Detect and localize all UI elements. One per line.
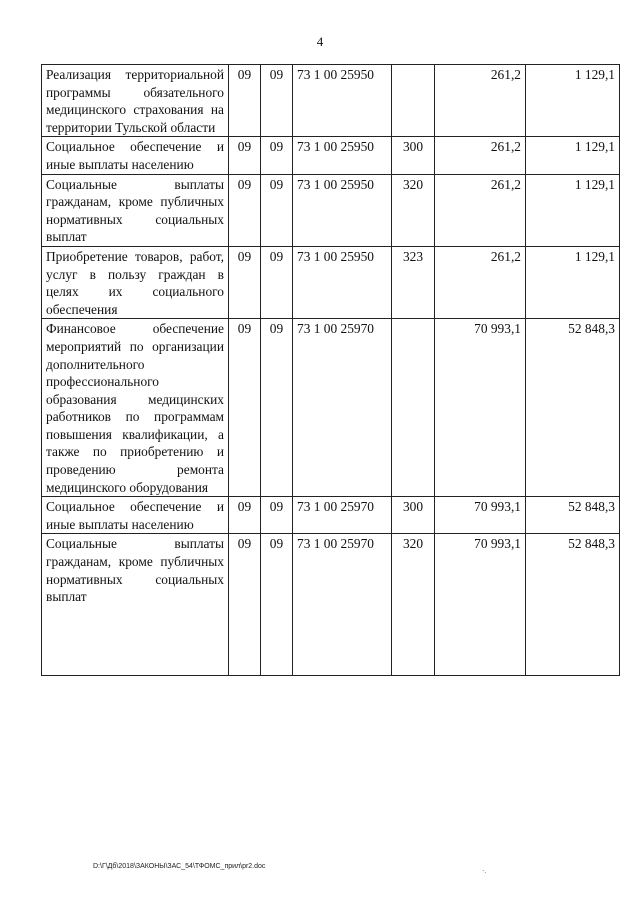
table-row <box>42 65 620 137</box>
row-name: Социальные выплаты гражданам, кроме публичных нормативных социальных выплат <box>42 174 229 246</box>
row-section-code: 09 <box>229 137 261 174</box>
row-name: Финансовое обеспечение мероприятий по организации дополнительного профессионального образования медицинских работников по программам повышения квалификации, а также по приобретению и проведению ремонта медицинского оборудования <box>42 319 229 497</box>
row-section-code: 09 <box>229 497 261 534</box>
row-expense-type: 320 <box>392 534 435 676</box>
row-expense-type <box>392 319 435 497</box>
table-row <box>42 137 620 174</box>
footer-mark: ·. <box>482 867 487 875</box>
row-amount-1: 261,2 <box>435 246 526 318</box>
table-row <box>42 174 620 246</box>
row-amount-2: 52 848,3 <box>526 319 620 497</box>
row-amount-1: 70 993,1 <box>435 497 526 534</box>
row-amount-2: 1 129,1 <box>526 65 620 137</box>
row-expense-type: 323 <box>392 246 435 318</box>
row-subsection-code: 09 <box>261 246 293 318</box>
row-amount-2: 52 848,3 <box>526 534 620 676</box>
row-amount-2: 1 129,1 <box>526 246 620 318</box>
row-subsection-code: 09 <box>261 174 293 246</box>
row-expense-type <box>392 65 435 137</box>
budget-table <box>41 64 620 676</box>
row-name: Реализация территориальной программы обязательного медицинского страхования на территории Тульской области <box>42 65 229 137</box>
row-name: Социальные выплаты гражданам, кроме публичных нормативных социальных выплат <box>42 534 229 676</box>
row-amount-1: 261,2 <box>435 137 526 174</box>
row-target-article: 73 1 00 25950 <box>293 137 392 174</box>
page-number: 4 <box>316 34 324 49</box>
row-section-code: 09 <box>229 246 261 318</box>
row-amount-2: 52 848,3 <box>526 497 620 534</box>
row-name: Социальное обеспечение и иные выплаты населению <box>42 497 229 534</box>
row-section-code: 09 <box>229 319 261 497</box>
row-subsection-code: 09 <box>261 534 293 676</box>
row-amount-1: 70 993,1 <box>435 534 526 676</box>
row-target-article: 73 1 00 25950 <box>293 174 392 246</box>
row-amount-2: 1 129,1 <box>526 174 620 246</box>
footer-file-path: D:\Г\Дб\2018\ЗАКОНЫ\ЗАС_54\ТФОМС_прил\pr2.doc <box>93 863 266 870</box>
row-amount-1: 261,2 <box>435 65 526 137</box>
table-row <box>42 246 620 318</box>
row-target-article: 73 1 00 25950 <box>293 246 392 318</box>
row-target-article: 73 1 00 25970 <box>293 319 392 497</box>
table-row <box>42 534 620 676</box>
row-target-article: 73 1 00 25970 <box>293 534 392 676</box>
row-amount-2: 1 129,1 <box>526 137 620 174</box>
row-subsection-code: 09 <box>261 497 293 534</box>
row-amount-1: 70 993,1 <box>435 319 526 497</box>
row-target-article: 73 1 00 25950 <box>293 65 392 137</box>
table-row <box>42 497 620 534</box>
row-name: Социальное обеспечение и иные выплаты населению <box>42 137 229 174</box>
row-amount-1: 261,2 <box>435 174 526 246</box>
row-expense-type: 320 <box>392 174 435 246</box>
row-section-code: 09 <box>229 65 261 137</box>
row-target-article: 73 1 00 25970 <box>293 497 392 534</box>
row-section-code: 09 <box>229 534 261 676</box>
row-expense-type: 300 <box>392 497 435 534</box>
row-subsection-code: 09 <box>261 319 293 497</box>
row-section-code: 09 <box>229 174 261 246</box>
table-row <box>42 319 620 497</box>
row-expense-type: 300 <box>392 137 435 174</box>
row-subsection-code: 09 <box>261 137 293 174</box>
row-subsection-code: 09 <box>261 65 293 137</box>
row-name: Приобретение товаров, работ, услуг в пользу граждан в целях их социального обеспечения <box>42 246 229 318</box>
